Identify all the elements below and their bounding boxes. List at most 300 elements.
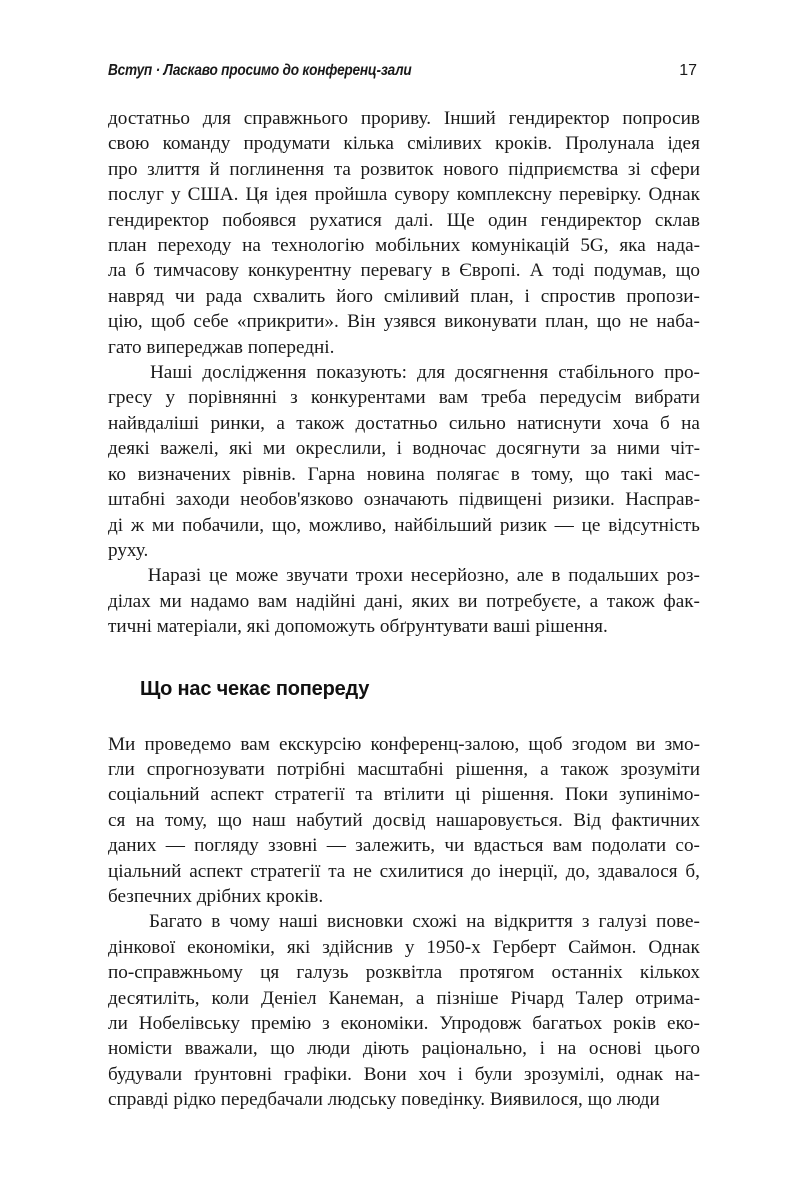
text-line: гато випереджав попередні. — [108, 336, 335, 358]
word: дінкової — [108, 936, 176, 958]
word: розвиток — [360, 158, 434, 180]
word: сильно — [448, 412, 506, 434]
text-line — [108, 131, 700, 156]
word: план, — [470, 285, 514, 307]
word: в — [551, 565, 561, 587]
word: до, — [565, 860, 590, 882]
word: США. — [187, 184, 239, 206]
word: в — [441, 260, 451, 282]
word: попросив — [622, 108, 700, 129]
word: Вони — [363, 1063, 407, 1085]
word: поглинення — [229, 158, 325, 180]
word: ми — [151, 514, 175, 536]
word: досягнення — [455, 362, 549, 384]
word: ринки, — [210, 412, 265, 434]
word: гендиректор — [540, 209, 642, 231]
word: також — [296, 412, 345, 434]
text-line — [108, 106, 700, 131]
word: подальших — [568, 565, 659, 587]
text-line — [108, 233, 700, 258]
word: аспект — [210, 784, 264, 806]
word: рішення, — [455, 758, 529, 780]
word: полягає — [436, 463, 500, 485]
word: даних — [108, 835, 157, 857]
word: Гарна — [307, 463, 356, 485]
word: але — [516, 565, 544, 587]
word: справжнього — [243, 108, 349, 129]
word: рішення. — [481, 784, 555, 806]
word: відкриття — [494, 911, 573, 933]
word: необов'язково — [240, 489, 354, 511]
word: та — [328, 860, 346, 882]
word: нада- — [656, 235, 700, 257]
word: достатньо — [355, 412, 438, 434]
word: спрогнозувати — [146, 758, 265, 780]
word: про — [108, 158, 138, 180]
word: цього — [654, 1038, 700, 1060]
text-line — [108, 986, 700, 1011]
word: перевірку. — [559, 184, 642, 206]
word: потребуєте, — [486, 590, 582, 612]
word: ціальний — [108, 860, 182, 882]
word: конкурентну — [247, 260, 352, 282]
word: а — [415, 987, 425, 1009]
word: означають — [363, 489, 449, 511]
word: вам — [552, 835, 583, 857]
text-line — [108, 462, 700, 487]
word: найвдаліші — [108, 412, 200, 434]
word: галузь — [296, 962, 349, 984]
word: ви — [458, 590, 478, 612]
body-paragraph — [108, 563, 700, 639]
word: втілити — [383, 784, 445, 806]
word: пізніше — [436, 987, 499, 1009]
word: Талер — [575, 987, 624, 1009]
word: тому, — [165, 809, 207, 831]
text-line — [108, 513, 700, 538]
text-line: справді рідко передбачали людську поведінку. Виявилося, що люди — [108, 1089, 660, 1111]
word: щоб — [150, 311, 186, 333]
word: з — [581, 911, 590, 933]
word: основі — [588, 1038, 642, 1060]
word: що — [596, 311, 622, 333]
word: ся — [108, 809, 126, 831]
word: Ще — [446, 209, 475, 231]
text-line — [108, 487, 700, 512]
text-line — [108, 1011, 700, 1036]
text-line — [108, 309, 700, 334]
word: у — [404, 936, 415, 958]
word: ді — [108, 514, 124, 536]
paragraph-indent — [108, 909, 140, 934]
word: спростив — [540, 285, 616, 307]
word: штабні — [108, 489, 166, 511]
word: досягнути — [496, 438, 581, 460]
paragraph-indent — [108, 563, 140, 588]
word: погляду — [194, 835, 259, 857]
word: ли — [108, 1013, 128, 1034]
word: наш — [252, 809, 286, 831]
word: чи — [174, 285, 195, 307]
word: гендиректор — [508, 108, 610, 129]
word: ділах — [108, 590, 151, 612]
word: мобільних — [375, 235, 461, 257]
text-line — [108, 360, 700, 385]
word: і — [539, 1038, 545, 1060]
word: люди — [307, 1038, 351, 1060]
word: ризики. — [552, 489, 615, 511]
text-line — [108, 909, 700, 934]
body-paragraph — [108, 909, 700, 1112]
word: ж — [130, 514, 145, 536]
word: підвищені — [458, 489, 543, 511]
word: вам — [240, 733, 270, 755]
word: кроків. — [495, 133, 553, 155]
word: далі. — [395, 209, 434, 231]
word: екскурсію — [279, 733, 362, 755]
text-line: тичні матеріали, які допоможуть обґрунтувати ваші рішення. — [108, 616, 608, 638]
word: наба- — [656, 311, 700, 333]
text-line — [108, 859, 700, 884]
word: рухатися — [309, 209, 382, 231]
word: найбільший — [394, 514, 493, 536]
word: такі — [621, 463, 653, 485]
text-line — [108, 385, 700, 410]
word: кількох — [639, 962, 700, 984]
word: однак — [616, 1063, 664, 1085]
word: стабільного — [558, 362, 655, 384]
word: вдасться — [473, 835, 544, 857]
word: рівнів. — [242, 463, 296, 485]
word: вам — [438, 387, 469, 409]
word: які — [229, 438, 253, 460]
word: натиснути — [517, 412, 602, 434]
word: комунікацій — [471, 235, 570, 257]
word: з — [290, 387, 298, 409]
word: до — [471, 860, 491, 882]
word: та — [333, 158, 351, 180]
word: перевагу — [360, 260, 433, 282]
word: чіт- — [670, 438, 700, 460]
word: Насправ- — [625, 489, 700, 511]
word: і — [457, 1063, 463, 1085]
word: подолати — [591, 835, 667, 857]
word: 5G, — [580, 235, 609, 257]
word: проведемо — [144, 733, 232, 755]
word: коли — [211, 987, 250, 1009]
word: згодом — [571, 733, 627, 755]
word: свою — [108, 133, 150, 155]
word: Нобелівську — [138, 1013, 241, 1034]
text-line: безпечних дрібних кроків. — [108, 885, 324, 907]
word: ідея — [667, 133, 700, 155]
word: Поки — [564, 784, 608, 806]
word: нашаровується. — [435, 809, 563, 831]
running-head — [108, 62, 700, 86]
text-line — [108, 732, 700, 757]
text-line — [108, 411, 700, 436]
word: план, — [545, 311, 589, 333]
word: стратегії — [250, 860, 321, 882]
word: подумав, — [593, 260, 667, 282]
word: Ми — [108, 733, 136, 755]
word: а — [276, 412, 285, 434]
word: економіки, — [187, 936, 275, 958]
word: виконувати — [444, 311, 537, 333]
word: яких — [411, 590, 450, 612]
word: хоч — [418, 1063, 446, 1085]
word: важелі, — [160, 438, 219, 460]
word: продумати — [243, 133, 331, 155]
word: на — [466, 911, 486, 933]
word: вам — [257, 590, 288, 612]
word: б — [135, 260, 145, 282]
word: схилитися — [379, 860, 464, 882]
word: кілька — [343, 133, 394, 155]
word: фактичних — [611, 809, 700, 831]
word: гли — [108, 758, 135, 780]
word: наші — [279, 911, 318, 933]
word: ідея — [275, 184, 308, 206]
word: надійні — [295, 590, 356, 612]
word: навряд — [108, 285, 165, 307]
text-line — [108, 1062, 700, 1087]
word: по-справжньому — [108, 962, 243, 984]
word: со- — [675, 835, 700, 857]
word: — — [554, 514, 574, 536]
word: графіки. — [283, 1063, 352, 1085]
word: Ця — [245, 184, 269, 206]
word: ко — [108, 463, 126, 485]
word: а — [540, 758, 549, 780]
word: себе — [193, 311, 229, 333]
word: ви — [636, 733, 656, 755]
word: соціальний — [108, 784, 200, 806]
text-line — [108, 808, 700, 833]
word: це — [208, 565, 228, 587]
word: Деніел — [261, 987, 317, 1009]
word: побоявся — [222, 209, 297, 231]
word: чи — [444, 835, 465, 857]
word: будували — [108, 1063, 183, 1085]
word: б — [660, 412, 670, 434]
word: номісти — [108, 1038, 173, 1060]
word: для — [202, 108, 231, 129]
word: за — [590, 438, 607, 460]
word: схожі — [412, 911, 458, 933]
word: останніх — [551, 962, 623, 984]
word: Герберт — [492, 936, 557, 958]
word: нового — [443, 158, 499, 180]
word: Від — [573, 809, 602, 831]
word: побачили, — [182, 514, 265, 536]
word: в — [211, 911, 221, 933]
word: про- — [664, 362, 700, 384]
text-line — [108, 284, 700, 309]
text-line — [108, 563, 700, 588]
word: для — [416, 362, 446, 384]
word: залежить, — [355, 835, 436, 857]
word: висновки — [326, 911, 404, 933]
word: дані, — [364, 590, 403, 612]
word: масштабні — [357, 758, 444, 780]
word: роз- — [666, 565, 700, 587]
word: деякі — [108, 438, 150, 460]
word: щоб — [528, 733, 563, 755]
word: й — [209, 158, 220, 180]
word: тому, — [531, 463, 574, 485]
word: цію, — [108, 311, 143, 333]
word: в — [510, 463, 520, 485]
word: послуг — [108, 184, 164, 206]
word: звучати — [286, 565, 349, 587]
word: яка — [619, 235, 646, 257]
word: на — [242, 235, 261, 257]
word: років — [613, 1013, 657, 1034]
word: можливо, — [308, 514, 387, 536]
word: вибрати — [634, 387, 700, 409]
word: потрібні — [276, 758, 346, 780]
word: десятиліть, — [108, 987, 200, 1009]
word: Пролунала — [565, 133, 655, 155]
word: рада — [205, 285, 243, 307]
word: технологію — [271, 235, 365, 257]
word: змо- — [664, 733, 700, 755]
text-line — [108, 782, 700, 807]
word: сміливий — [383, 285, 460, 307]
word: що — [270, 1038, 295, 1060]
word: що, — [271, 514, 302, 536]
word: Він — [347, 311, 376, 333]
word: передусім — [539, 387, 622, 409]
word: які — [286, 936, 311, 958]
word: відсутність — [608, 514, 700, 536]
word: Однак — [648, 184, 700, 206]
subhead-space-after — [108, 702, 700, 732]
word: здійснив — [322, 936, 393, 958]
word: Багато — [149, 911, 203, 933]
word: трохи — [355, 565, 403, 587]
word: мас- — [664, 463, 700, 485]
word: ця — [260, 962, 280, 984]
text-line — [108, 208, 700, 233]
word: також — [606, 590, 655, 612]
word: його — [336, 285, 374, 307]
word: заходи — [175, 489, 230, 511]
word: конкурентами — [310, 387, 426, 409]
word: ми — [262, 438, 286, 460]
word: — — [326, 835, 346, 857]
word: Упродовж — [439, 1013, 522, 1034]
word: — — [165, 835, 185, 857]
running-head-title: Вступ · Ласкаво просимо до конференц-зали — [108, 62, 412, 79]
word: гресу — [108, 387, 153, 409]
text-line — [108, 258, 700, 283]
word: дослідження — [202, 362, 307, 384]
word: окреслили, — [295, 438, 387, 460]
word: фак- — [663, 590, 700, 612]
word: у — [170, 184, 181, 206]
word: несерйозно, — [410, 565, 510, 587]
word: у — [165, 387, 176, 409]
word: зрозуміти — [620, 758, 700, 780]
word: б, — [685, 860, 700, 882]
paragraph-indent — [108, 360, 140, 385]
text-block — [108, 106, 700, 1113]
text-line: руху. — [108, 539, 149, 561]
word: також — [560, 758, 609, 780]
text-line — [108, 182, 700, 207]
word: розквітла — [365, 962, 443, 984]
word: стратегії — [274, 784, 345, 806]
word: багатьох — [532, 1013, 603, 1034]
word: склав — [654, 209, 700, 231]
word: ми — [159, 590, 182, 612]
word: Канеман, — [328, 987, 404, 1009]
word: порівнянні — [188, 387, 277, 409]
word: ризик — [499, 514, 547, 536]
word: були — [474, 1063, 513, 1085]
text-line — [108, 1036, 700, 1061]
word: еко- — [667, 1013, 700, 1034]
word: водночас — [412, 438, 487, 460]
word: схвалить — [252, 285, 326, 307]
word: 1950-х — [426, 936, 481, 958]
word: може — [235, 565, 279, 587]
word: не — [629, 311, 649, 333]
word: Європі. — [459, 260, 521, 282]
word: тоді — [552, 260, 585, 282]
word: Наші — [149, 362, 193, 384]
word: Однак — [648, 936, 700, 958]
word: один — [487, 209, 528, 231]
word: з — [322, 1013, 330, 1034]
word: вважали, — [184, 1038, 258, 1060]
word: комплексну — [456, 184, 552, 206]
word: пройшла — [314, 184, 388, 206]
word: треба — [481, 387, 527, 409]
word: «прикрити». — [236, 311, 339, 333]
word: сфери — [650, 158, 700, 180]
word: на- — [674, 1063, 700, 1085]
word: прориву. — [360, 108, 432, 129]
section-subheading: Що нас чекає попереду — [140, 677, 370, 700]
text-line — [108, 589, 700, 614]
word: узявся — [383, 311, 436, 333]
word: на — [681, 412, 700, 434]
word: Інший — [443, 108, 496, 129]
word: переходу — [157, 235, 232, 257]
word: Саймон. — [568, 936, 637, 958]
word: А — [529, 260, 544, 282]
word: ці — [455, 784, 471, 806]
word: економіки. — [340, 1013, 429, 1034]
word: пропози- — [626, 285, 700, 307]
word: здавалося — [597, 860, 678, 882]
word: злиття — [147, 158, 200, 180]
word: що — [675, 260, 700, 282]
word: що — [217, 809, 242, 831]
text-line — [108, 935, 700, 960]
word: ними — [616, 438, 660, 460]
page-number: 17 — [679, 62, 697, 79]
word: пове- — [656, 911, 700, 933]
word: досвід — [373, 809, 426, 831]
word: план — [108, 235, 147, 257]
word: а — [589, 590, 599, 612]
word: зупинімо- — [618, 784, 700, 806]
word: показують: — [316, 362, 407, 384]
